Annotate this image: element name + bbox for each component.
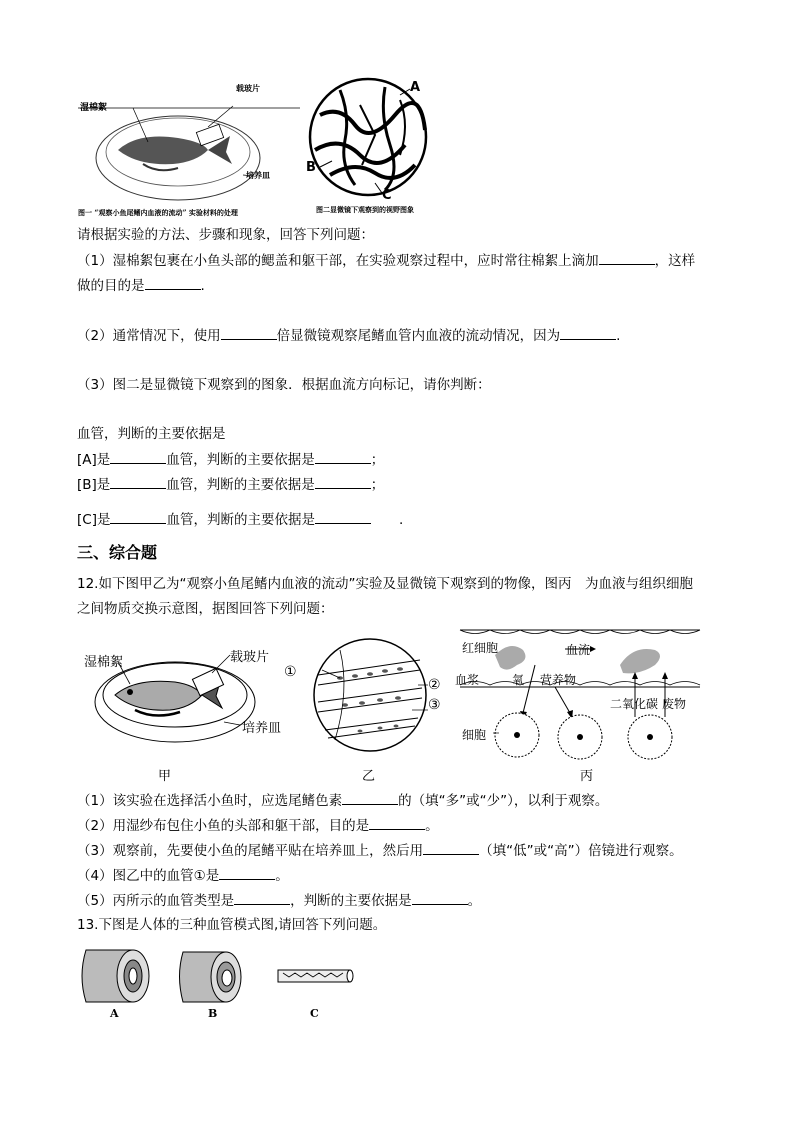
- fig1-caption: 图一 “观察小鱼尾鳍内血液的流动” 实验材料的处理: [78, 208, 238, 217]
- fig2-label-a: A: [410, 80, 421, 95]
- fig2-caption: 图二显微镜下观察到的视野图象: [316, 205, 414, 214]
- answer-blank[interactable]: [221, 325, 277, 340]
- bing-label-cell: 细胞: [462, 728, 487, 742]
- jia-label-cotton: 湿棉絮: [84, 655, 124, 670]
- bing-label-nutrients: 营养物: [540, 673, 577, 687]
- q12-sub2: （2）用湿纱布包住小鱼的头部和躯干部，目的是 。: [77, 815, 439, 836]
- fig1-label-cotton: 湿棉絮: [80, 103, 108, 113]
- figure-blood-vessels: [78, 940, 368, 1010]
- yi-caption: 乙: [362, 769, 376, 784]
- fig1-label-dish: 培养皿: [246, 170, 270, 180]
- q13-line1: 13.下图是人体的三种血管模式图,请回答下列问题。: [77, 917, 387, 933]
- yi-num-2: ②: [428, 677, 441, 693]
- answer-blank[interactable]: [369, 815, 425, 830]
- yi-num-1: ①: [284, 664, 297, 680]
- q11-answer-c: [C]是 血管，判断的主要依据是 .: [77, 509, 403, 530]
- answer-blank[interactable]: [342, 790, 398, 805]
- q12-line1: 12.如下图甲乙为“观察小鱼尾鳍内血液的流动”实验及显微镜下观察到的物像，图丙 为血液与组织细胞: [77, 576, 693, 592]
- bing-caption: 丙: [580, 769, 594, 784]
- answer-blank[interactable]: [234, 890, 290, 905]
- bing-label-plasma: 血浆: [455, 673, 480, 687]
- answer-blank[interactable]: [315, 474, 371, 489]
- q11-intro: 请根据实验的方法、步骤和现象，回答下列问题：: [77, 227, 374, 243]
- bing-label-flow: 血流: [566, 643, 591, 657]
- fig1-label-slide: 载玻片: [236, 83, 260, 93]
- q12-sub4: （4）图乙中的血管①是 。: [77, 865, 289, 886]
- answer-blank[interactable]: [110, 509, 166, 524]
- q11-part2: （2）通常情况下，使用 倍显微镜观察尾鳍血管内血液的流动情况，因为 .: [77, 325, 620, 346]
- answer-blank[interactable]: [315, 449, 371, 464]
- answer-blank[interactable]: [412, 890, 468, 905]
- q12-line2: 之间物质交换示意图，据图回答下列问题：: [77, 601, 334, 617]
- bing-label-oxygen: 氧: [512, 673, 525, 687]
- q11-stray-line: 血管，判断的主要依据是: [77, 426, 226, 442]
- q11-answer-a: [A]是 血管，判断的主要依据是 ；: [77, 449, 384, 470]
- jia-label-slide: 载玻片: [230, 650, 270, 665]
- answer-blank[interactable]: [145, 275, 201, 290]
- fig2-label-b: B: [306, 160, 316, 175]
- answer-blank[interactable]: [110, 449, 166, 464]
- q13-label-b: B: [208, 1007, 218, 1020]
- answer-blank[interactable]: [423, 840, 479, 855]
- figure-fish-setup-1: [78, 80, 300, 225]
- q11-answer-b: [B]是 血管，判断的主要依据是 ；: [77, 474, 384, 495]
- q11-part1-line2: 做的目的是 .: [77, 275, 205, 296]
- q13-label-a: A: [110, 1007, 119, 1020]
- answer-blank[interactable]: [110, 474, 166, 489]
- bing-label-co2: 二氧化碳: [610, 697, 659, 711]
- bing-label-rbc: 红细胞: [462, 641, 499, 655]
- yi-num-3: ③: [428, 697, 441, 713]
- answer-blank[interactable]: [599, 250, 655, 265]
- q12-sub1: （1）该实验在选择活小鱼时，应选尾鳍色素 的（填“多”或“少”），以利于观察。: [77, 790, 608, 811]
- answer-blank[interactable]: [315, 509, 371, 524]
- section-title: 三、综合题: [77, 543, 158, 562]
- jia-label-dish: 培养皿: [242, 721, 282, 736]
- jia-caption: 甲: [158, 769, 172, 784]
- bing-label-waste: 废物: [662, 697, 687, 711]
- q11-part3: （3）图二是显微镜下观察到的图象．根据血流方向标记，请你判断：: [77, 377, 491, 393]
- answer-blank[interactable]: [219, 865, 275, 880]
- figure-microscope-view-2: [300, 630, 440, 760]
- q13-label-c: C: [310, 1007, 319, 1020]
- q12-sub5: （5）丙所示的血管类型是 ，判断的主要依据是 。: [77, 890, 481, 911]
- answer-blank[interactable]: [560, 325, 616, 340]
- q11-part1-line1: （1）湿棉絮包裹在小鱼头部的鳃盖和躯干部，在实验观察过程中，应时常往棉絮上滴加 ，这样: [77, 250, 695, 271]
- q12-sub3: （3）观察前，先要使小鱼的尾鳍平贴在培养皿上，然后用 （填“低”或“高”）倍镜进行观察。: [77, 840, 683, 861]
- fig2-label-c: C: [382, 188, 392, 203]
